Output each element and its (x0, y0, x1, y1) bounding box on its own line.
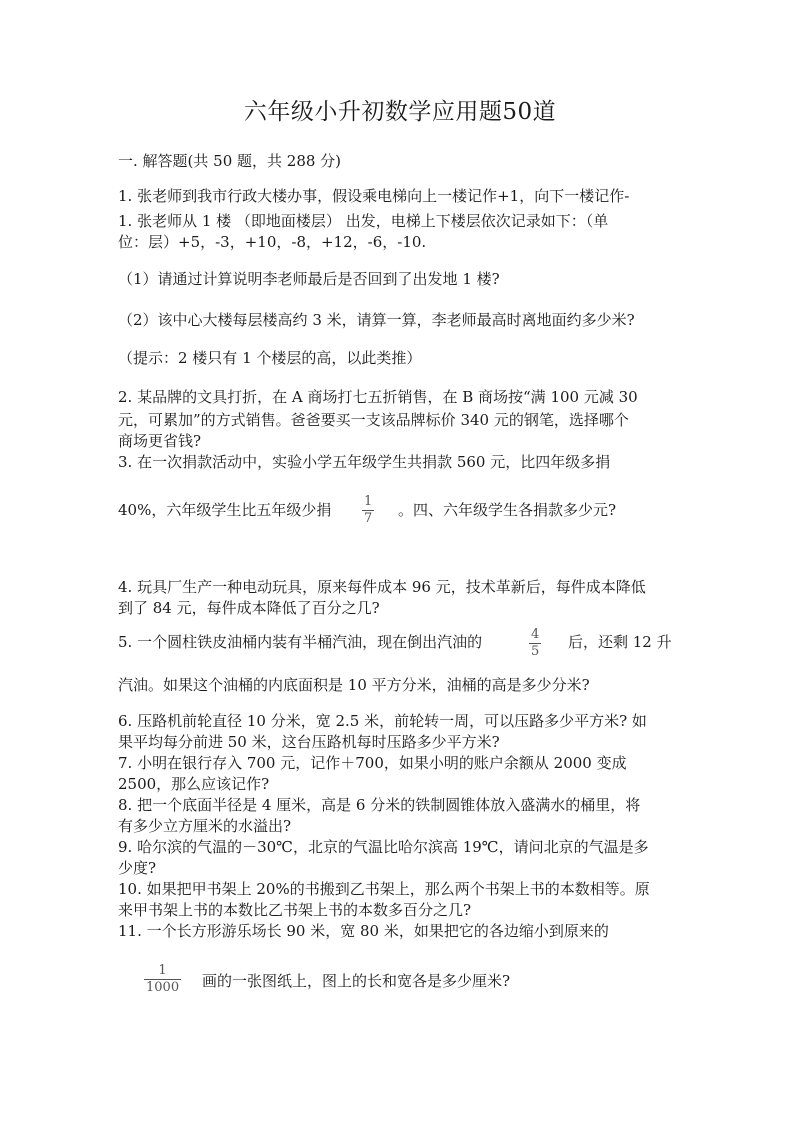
q1-line-3: 位：层）+5，-3，+10，-8，+12，-6，-10. (118, 233, 427, 251)
q6-line-1: 6. 压路机前轮直径 10 分米，宽 2.5 米，前轮转一周，可以压路多少平方米? 如 (118, 712, 647, 730)
q3-fraction-denominator: 7 (364, 511, 373, 526)
q2-line-2: 元，可累加”的方式销售。爸爸要买一支该品牌标价 340 元的钢笔，选择哪个 (118, 411, 629, 429)
q5-fraction (529, 627, 541, 660)
q10-line-2: 来甲书架上书的本数比乙书架上书的本数多百分之几? (118, 901, 472, 919)
q3-line-2b: 。四、六年级学生各捐款多少元? (398, 501, 617, 519)
q5-line-1a: 5. 一个圆柱铁皮油桶内装有半桶汽油，现在倒出汽油的 (118, 633, 483, 651)
q5-line-2: 汽油。如果这个油桶的内底面积是 10 平方分米，油桶的高是多少分米? (118, 676, 590, 694)
q3-line-2a: 40%，六年级学生比五年级少捐 (118, 501, 332, 519)
q8-line-2: 有多少立方厘米的水溢出? (118, 817, 292, 835)
page-title: 六年级小升初数学应用题50道 (243, 99, 557, 125)
q11-fraction-numerator: 1 (158, 963, 167, 978)
q6-line-2: 果平均每分前进 50 米，这台压路机每时压路多少平方米? (118, 733, 500, 751)
q4-line-1: 4. 玩具厂生产一种电动玩具，原来每件成本 96 元，技术革新后，每件成本降低 (118, 578, 646, 596)
q4-line-2: 到了 84 元，每件成本降低了百分之几? (118, 599, 380, 617)
q7-line-2: 2500，那么应该记作? (118, 775, 270, 793)
q1-hint: （提示：2 楼只有 1 个楼层的高，以此类推） (118, 349, 422, 367)
q11-fraction (144, 963, 181, 996)
q3-fraction-numerator: 1 (364, 494, 373, 509)
q11-line-1: 11. 一个长方形游乐场长 90 米，宽 80 米，如果把它的各边缩小到原来的 (118, 922, 609, 940)
q5-fraction-numerator: 4 (531, 627, 540, 642)
q11-fraction-denominator: 1000 (146, 980, 180, 995)
q5-fraction-denominator: 5 (531, 644, 540, 659)
q8-line-1: 8. 把一个底面半径是 4 厘米，高是 6 分米的铁制圆锥体放入盛满水的桶里，将 (118, 796, 641, 814)
q10-line-1: 10. 如果把甲书架上 20%的书搬到乙书架上，那么两个书架上书的本数相等。原 (118, 880, 650, 898)
q1-line-2: 1. 张老师从 1 楼 （即地面楼层） 出发，电梯上下楼层依次记录如下：（单 (118, 212, 609, 230)
q1-part-1: （1）请通过计算说明李老师最后是否回到了出发地 1 楼? (118, 270, 500, 288)
q3-fraction (362, 494, 374, 527)
q1-part-2: （2）该中心大楼每层楼高约 3 米，请算一算，李老师最高时离地面约多少米? (118, 311, 635, 329)
q2-line-3: 商场更省钱? (118, 432, 202, 450)
q7-line-1: 7. 小明在银行存入 700 元，记作＋700，如果小明的账户余额从 2000 变成 (118, 754, 627, 772)
section-heading: 一. 解答题(共 50 题，共 288 分) (118, 152, 342, 170)
q3-line-1: 3. 在一次捐款活动中，实验小学五年级学生共捐款 560 元，比四年级多捐 (118, 453, 611, 471)
q11-line-2: 画的一张图纸上，图上的长和宽各是多少厘米? (202, 972, 511, 990)
q9-line-1: 9. 哈尔滨的气温的－30℃，北京的气温比哈尔滨高 19℃，请问北京的气温是多 (118, 838, 649, 856)
q9-line-2: 少度? (118, 859, 157, 877)
q5-line-1b: 后，还剩 12 升 (568, 633, 672, 651)
q2-line-1: 2. 某品牌的文具打折，在 A 商场打七五折销售，在 B 商场按“满 100 元减 30 (118, 388, 638, 406)
q1-line-1: 1. 张老师到我市行政大楼办事，假设乘电梯向上一楼记作+1，向下一楼记作- (118, 187, 630, 205)
